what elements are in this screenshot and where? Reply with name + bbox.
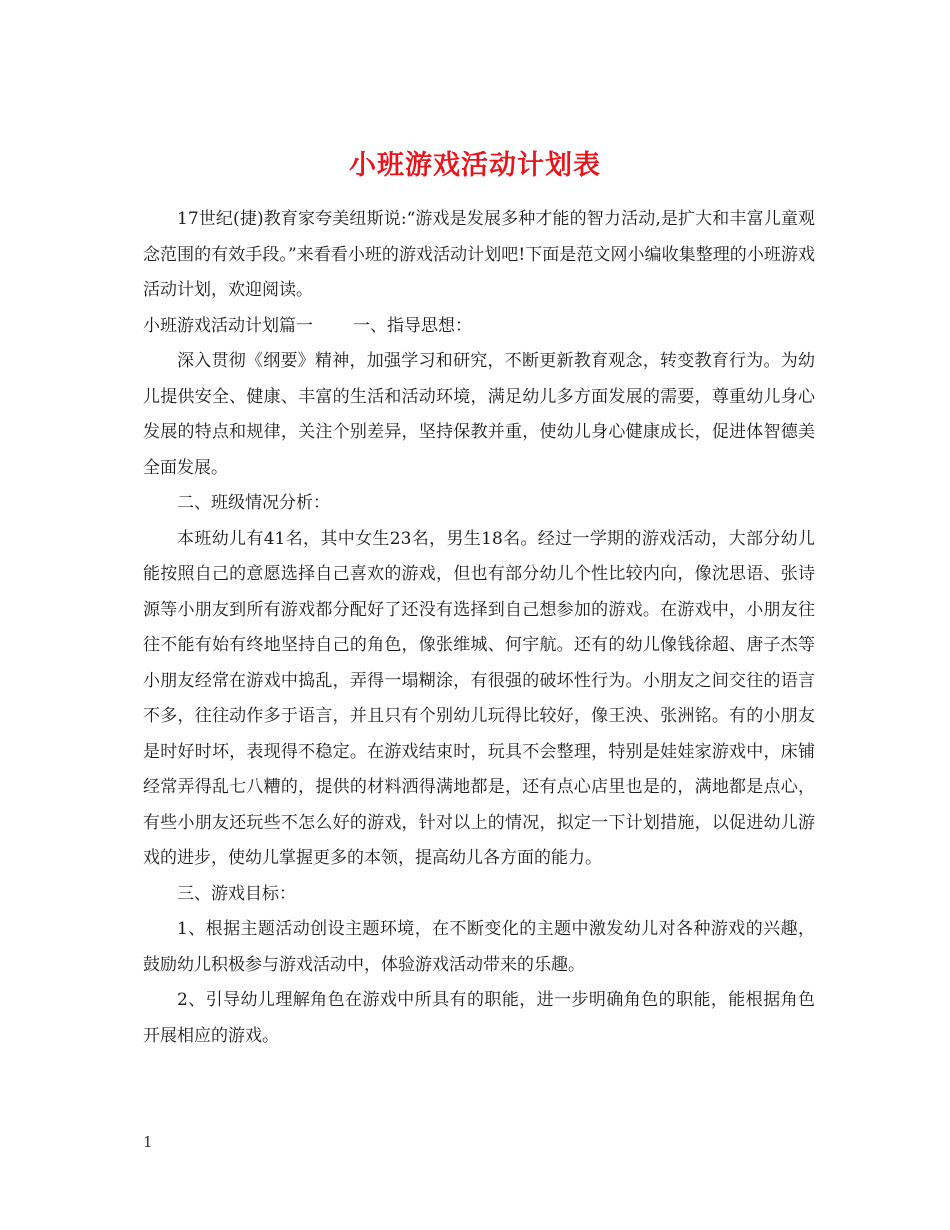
intro-paragraph: 17世纪(捷)教育家夸美纽斯说:“游戏是发展多种才能的智力活动,是扩大和丰富儿童观念范围的有效手段。”来看看小班的游戏活动计划吧!下面是范文网小编收集整理的小班游戏活动计划，欢迎阅读。 [143,209,815,300]
document-body [143,202,815,1054]
heading-game-goals: 三、游戏目标： [177,883,296,904]
section-heading-line [143,309,815,345]
guiding-ideas-paragraph: 深入贯彻《纲要》精神，加强学习和研究，不断更新教育观念，转变教育行为。为幼儿提供安全、健康、丰富的生活和活动环境，满足幼儿多方面发展的需要，尊重幼儿身心发展的特点和规律，关注个别差异，坚持保教并重，使幼儿身心健康成长，促进体智德美全面发展。 [143,351,815,478]
goal-item-2: 2、引导幼儿理解角色在游戏中所具有的职能，进一步明确角色的职能，能根据角色开展相应的游戏。 [143,990,815,1046]
heading-guiding-ideas: 一、指导思想： [353,315,472,336]
class-analysis-paragraph: 本班幼儿有41名，其中女生23名，男生18名。经过一学期的游戏活动，大部分幼儿能按照自己的意愿选择自己喜欢的游戏，但也有部分幼儿个性比较内向，像沈思语、张诗源等小朋友到所有游戏都分配好了还没有选择到自己想参加的游戏。在游戏中，小朋友往往不能有始有终地坚持自己的角色，像张维城、何宇航。还有的幼儿像钱徐超、唐子杰等小朋友经常在游戏中捣乱，弄得一塌糊涂，有很强的破坏性行为。小朋友之间交往的语言不多，往往动作多于语言，并且只有个别幼儿玩得比较好，像王泱、张洲铭。有的小朋友是时好时坏，表现得不稳定。在游戏结束时，玩具不会整理，特别是娃娃家游戏中，床铺经常弄得乱七八糟的，提供的材料洒得满地都是，还有点心店里也是的，满地都是点心，有些小朋友还玩些不怎么好的游戏，针对以上的情况，拟定一下计划措施，以促进幼儿游戏的进步，使幼儿掌握更多的本领，提高幼儿各方面的能力。 [143,528,815,868]
page-number: 1 [143,1133,153,1151]
heading-class-analysis: 二、班级情况分析： [177,493,330,513]
document-title: 小班游戏活动计划表 [349,150,601,182]
section-title: 小班游戏活动计划篇一 [143,315,313,336]
goal-item-1: 1、根据主题活动创设主题环境，在不断变化的主题中激发幼儿对各种游戏的兴趣，鼓励幼儿积极参与游戏活动中，体验游戏活动带来的乐趣。 [143,919,815,975]
